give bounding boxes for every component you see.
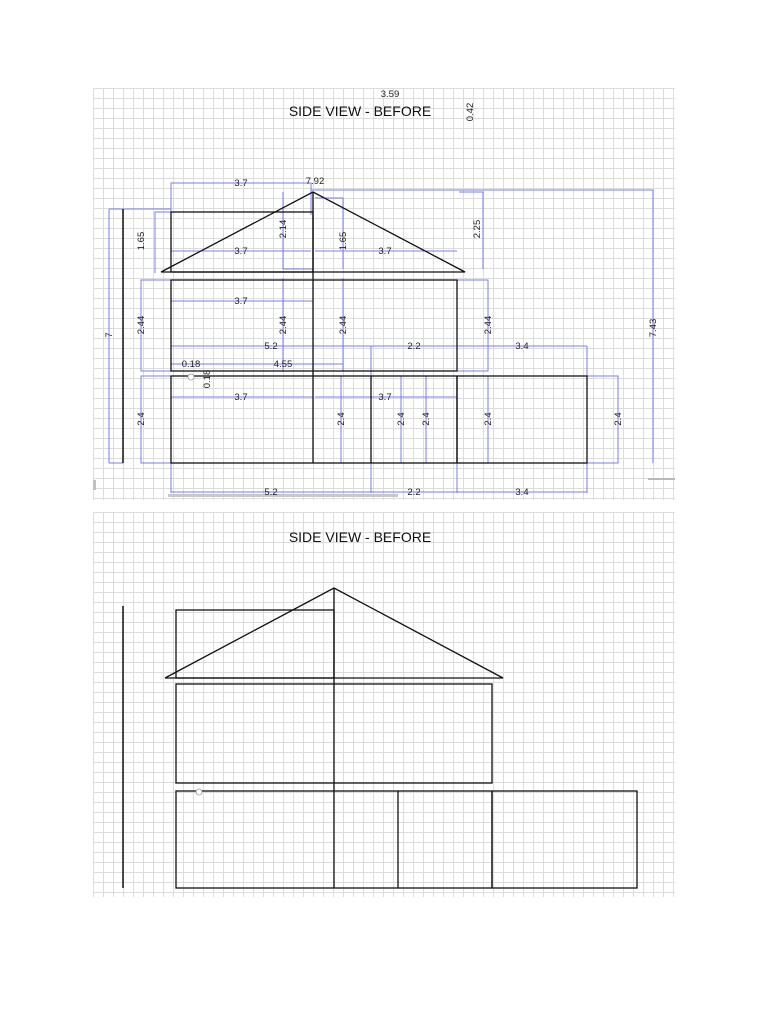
left-edge-handle xyxy=(93,480,96,490)
ground-floor xyxy=(176,791,637,888)
clean-drawing-panel xyxy=(93,512,675,897)
dim-label: 3.4 xyxy=(515,487,529,498)
building-outline xyxy=(123,192,587,463)
ground-floor xyxy=(171,376,587,463)
dim-label: 2.4 xyxy=(613,412,624,426)
scrollbar-horizontal[interactable] xyxy=(168,494,398,497)
dim-label: 2.2 xyxy=(407,341,421,352)
drawing-title: SIDE VIEW - BEFORE xyxy=(288,529,432,545)
dim-label: 2.25 xyxy=(472,219,483,239)
dim-label: 1.65 xyxy=(338,231,349,251)
dim-label: 7.92 xyxy=(305,176,325,187)
dim-label: 3.7 xyxy=(234,178,248,189)
scroll-indicator[interactable] xyxy=(648,478,675,480)
dim-label: 7.43 xyxy=(648,318,659,338)
dim-label: 2.14 xyxy=(278,219,289,239)
dim-label: 3.7 xyxy=(378,246,392,257)
attic-box xyxy=(176,610,334,678)
dim-label: 3.7 xyxy=(234,246,248,257)
dim-top-height: 0.42 xyxy=(465,102,476,122)
dim-label: 4.55 xyxy=(273,359,293,370)
clean-drawing xyxy=(93,512,675,897)
dim-label: 2.4 xyxy=(483,412,494,426)
dim-label: 2.44 xyxy=(483,315,494,335)
dim-label: 2.44 xyxy=(338,315,349,335)
dim-label: 2.4 xyxy=(336,412,347,426)
dim-label: 2.4 xyxy=(421,412,432,426)
dim-top-width: 3.59 xyxy=(380,89,400,100)
dimensioned-drawing xyxy=(93,88,675,500)
upper-floor xyxy=(171,280,457,371)
attic-box xyxy=(171,212,313,272)
dimensioned-drawing-panel xyxy=(93,88,675,500)
dim-label: 5.2 xyxy=(264,341,278,352)
drawing-title: SIDE VIEW - BEFORE xyxy=(288,103,432,119)
dim-label: 2.2 xyxy=(407,487,421,498)
dim-label: 3.7 xyxy=(378,392,392,403)
dim-label: 2.4 xyxy=(136,412,147,426)
dim-label: 3.7 xyxy=(234,392,248,403)
dim-label: 3.7 xyxy=(234,296,248,307)
dim-label: 7 xyxy=(104,332,115,338)
marker-dot xyxy=(188,374,194,380)
dim-label: 0.18 xyxy=(202,369,213,389)
dim-label: 3.4 xyxy=(515,341,529,352)
dim-label: 2.44 xyxy=(136,315,147,335)
dim-label: 5.2 xyxy=(264,487,278,498)
dim-label: 0.18 xyxy=(181,359,201,370)
building-outline xyxy=(123,588,637,888)
marker-dot xyxy=(196,789,202,795)
dimension-lines xyxy=(109,183,653,493)
dim-label: 2.4 xyxy=(396,412,407,426)
dim-label: 1.65 xyxy=(136,231,147,251)
dim-label: 2.44 xyxy=(278,315,289,335)
dimension-labels xyxy=(104,176,659,498)
